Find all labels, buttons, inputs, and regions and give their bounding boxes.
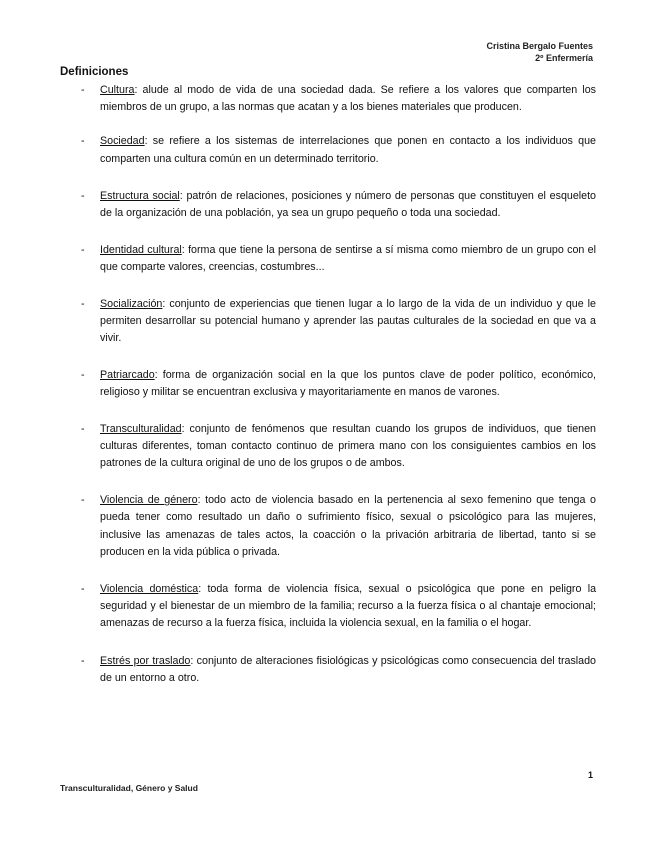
definition-item-identidad-cultural [60,242,596,276]
definition-term: Estrés por traslado [100,654,191,667]
dash-bullet: - [81,244,85,257]
author-name: Cristina Bergalo Fuentes [486,41,593,51]
definition-term: Violencia doméstica [100,583,199,596]
definition-term: Violencia de género [100,494,198,507]
dash-bullet: - [81,654,85,667]
definition-item-estructura-social [60,188,596,222]
definition-text: : forma de organización social en la que los puntos clave de poder político, económico, religioso y militar se encuentran exclusiva y mayoritariamente en manos de varones. [100,369,596,399]
definition-item-socializacion [60,296,596,348]
definition-text: : conjunto de experiencias que tienen lugar a lo largo de la vida de un individuo y que le permiten desarrollar su potencial humano y aprender las pautas culturales de la sociedad en que va a vivir. [100,297,596,345]
page-footer: Transculturalidad, Género y Salud [60,783,198,793]
dash-bullet: - [81,135,85,148]
dash-bullet: - [81,494,85,507]
section-title: Definiciones [60,66,129,78]
definition-term: Transculturalidad [100,422,182,435]
definition-text: : se refiere a los sistemas de interrelaciones que ponen en contacto a los individuos que comparten una cultura común en un determinado territorio. [100,135,596,165]
definition-term: Estructura social [100,189,180,202]
definition-item-transculturalidad [60,421,596,473]
page-number: 1 [587,770,593,780]
definition-text: : alude al modo de vida de una sociedad dada. Se refiere a los valores que comparten los miembros de un grupo, a las normas que acatan y a los bienes materiales que producen. [100,84,596,114]
definitions-list [60,82,596,687]
definition-item-sociedad [60,133,596,167]
page-header [486,40,593,64]
definition-item-violencia-de-genero [60,492,596,561]
definition-item-cultura [60,82,596,116]
dash-bullet: - [81,422,85,435]
dash-bullet: - [81,583,85,596]
dash-bullet: - [81,84,85,96]
definition-item-patriarcado [60,367,596,401]
definition-text: : forma que tiene la persona de sentirse a sí misma como miembro de un grupo con el que comparte valores, creencias, costumbres... [100,244,596,274]
definition-term: Socialización [100,297,163,310]
dash-bullet: - [81,189,85,202]
definition-text: : todo acto de violencia basado en la pertenencia al sexo femenino que tenga o pueda tener como resultado un daño o sufrimiento físico, sexual o psicológico para las mujeres, inclusive las amenazas de tales actos, la coacción o la privación arbitraria de libertad, tanto si se producen en la vida pública o privada. [100,494,596,558]
dash-bullet: - [81,369,85,382]
definition-term: Identidad cultural [100,244,182,257]
definition-term: Sociedad [100,135,145,148]
definition-item-violencia-domestica [60,581,596,633]
definition-term: Cultura [100,84,135,96]
definition-text: : conjunto de fenómenos que resultan cuando los grupos de individuos, que tienen culturas diferentes, toman contacto continuo de primera mano con los consiguientes cambios en los patrones de la cultura original de uno de los grupos o de ambos. [100,422,596,470]
definition-item-estres-por-traslado [60,653,596,687]
dash-bullet: - [81,297,85,310]
definition-term: Patriarcado [100,369,155,382]
definition-text: : toda forma de violencia física, sexual o psicológica que pone en peligro la seguridad y el bienestar de un miembro de la familia; recurso a la fuerza física o al chantaje emocional; amenazas de recurso a la fuerza física, incluida la violencia sexual, en la familia o el hogar. [100,583,597,630]
definition-text: : conjunto de alteraciones fisiológicas y psicológicas como consecuencia del traslado de un entorno a otro. [100,654,596,684]
course-label: 2º Enfermería [535,53,593,63]
definition-text: : patrón de relaciones, posiciones y número de personas que constituyen el esqueleto de la organización de una población, ya sea un grupo pequeño o toda una sociedad. [100,189,597,220]
